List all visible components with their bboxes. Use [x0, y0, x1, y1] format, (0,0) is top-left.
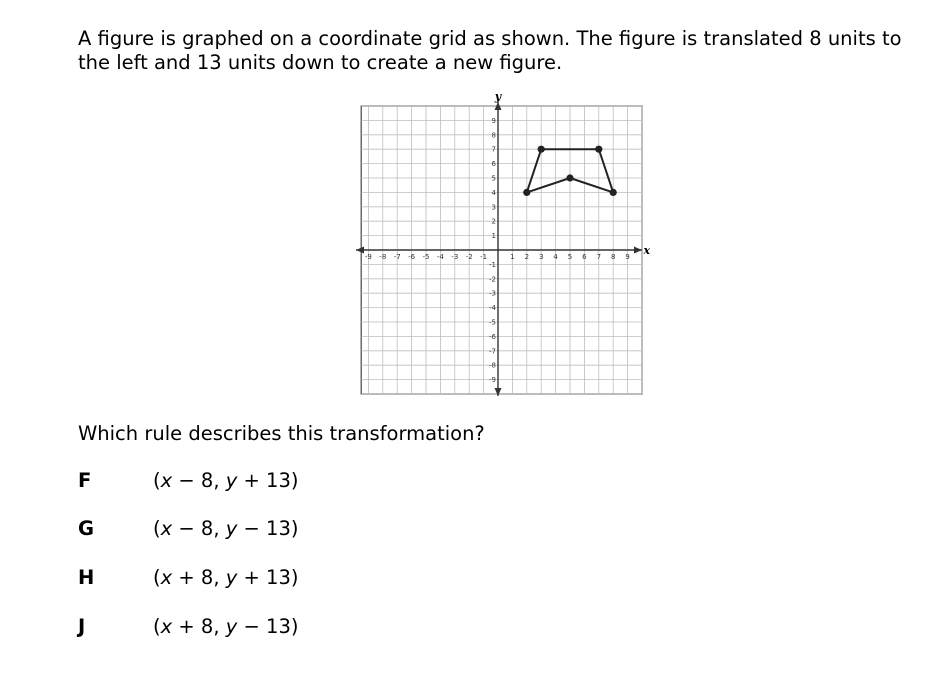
figure-vertex	[538, 146, 545, 153]
y-axis-arrow-down	[495, 388, 502, 396]
x-tick-label: -1	[480, 253, 488, 261]
y-tick-label: 3	[491, 203, 496, 212]
figure-vertex	[610, 189, 617, 196]
problem-statement: A figure is graphed on a coordinate grid as shown. The figure is translated 8 units to the left and 13 units down to create a new figure.	[78, 27, 902, 74]
x-tick-label: -9	[364, 253, 372, 261]
y-tick-label: -4	[489, 304, 496, 313]
y-tick-label: 1	[491, 232, 496, 241]
y-tick-label: -7	[489, 347, 496, 356]
x-tick-label: 6	[582, 253, 587, 261]
x-tick-label: -7	[393, 253, 401, 261]
coordinate-grid	[350, 88, 650, 400]
choice-letter: H	[78, 566, 95, 589]
y-tick-label: 5	[491, 174, 496, 183]
choice-rule: (x + 8, y − 13)	[153, 615, 299, 638]
x-tick-label: -5	[422, 253, 430, 261]
x-axis-arrow-left	[356, 247, 364, 254]
x-tick-label: 8	[610, 253, 616, 261]
x-tick-label: -6	[408, 253, 416, 261]
choice-letter: J	[78, 615, 86, 638]
y-tick-label: -3	[489, 289, 496, 298]
y-tick-label: -1	[489, 260, 496, 269]
y-tick-label: 6	[491, 160, 496, 169]
y-tick-label: -2	[489, 275, 496, 284]
x-tick-label: 4	[553, 253, 558, 261]
y-tick-label: 4	[491, 188, 496, 197]
y-tick-label: -9	[489, 376, 496, 385]
x-axis-arrow-right	[634, 247, 642, 254]
x-tick-label: -3	[451, 253, 459, 261]
y-tick-label: -6	[489, 332, 496, 341]
y-tick-label: 8	[491, 131, 496, 140]
y-tick-label: 2	[491, 217, 496, 226]
question-text: Which rule describes this transformation?	[78, 422, 485, 445]
y-tick-label: -5	[489, 318, 496, 327]
x-tick-label: 1	[510, 253, 515, 261]
choice-rule: (x + 8, y + 13)	[153, 566, 299, 589]
x-tick-label: 3	[538, 253, 544, 261]
x-tick-label: 7	[596, 253, 602, 261]
y-axis-label: y	[494, 90, 502, 103]
x-tick-label: 5	[567, 253, 573, 261]
figure-vertex	[523, 189, 530, 196]
y-tick-label: -8	[489, 361, 496, 370]
x-tick-label: 2	[524, 253, 530, 261]
y-tick-label: 7	[491, 145, 496, 154]
figure-vertex	[595, 146, 602, 153]
figure-vertex	[566, 174, 573, 181]
x-tick-label: -2	[465, 253, 473, 261]
x-tick-label: -4	[436, 253, 444, 261]
y-tick-label: 9	[491, 116, 496, 125]
x-tick-label: 9	[625, 253, 630, 261]
choice-letter: G	[78, 517, 95, 540]
choice-rule: (x − 8, y − 13)	[153, 517, 299, 540]
x-axis-label: x	[643, 244, 650, 257]
choice-rule: (x − 8, y + 13)	[153, 469, 299, 492]
choice-letter: F	[78, 469, 92, 492]
x-tick-label: -8	[379, 253, 387, 261]
